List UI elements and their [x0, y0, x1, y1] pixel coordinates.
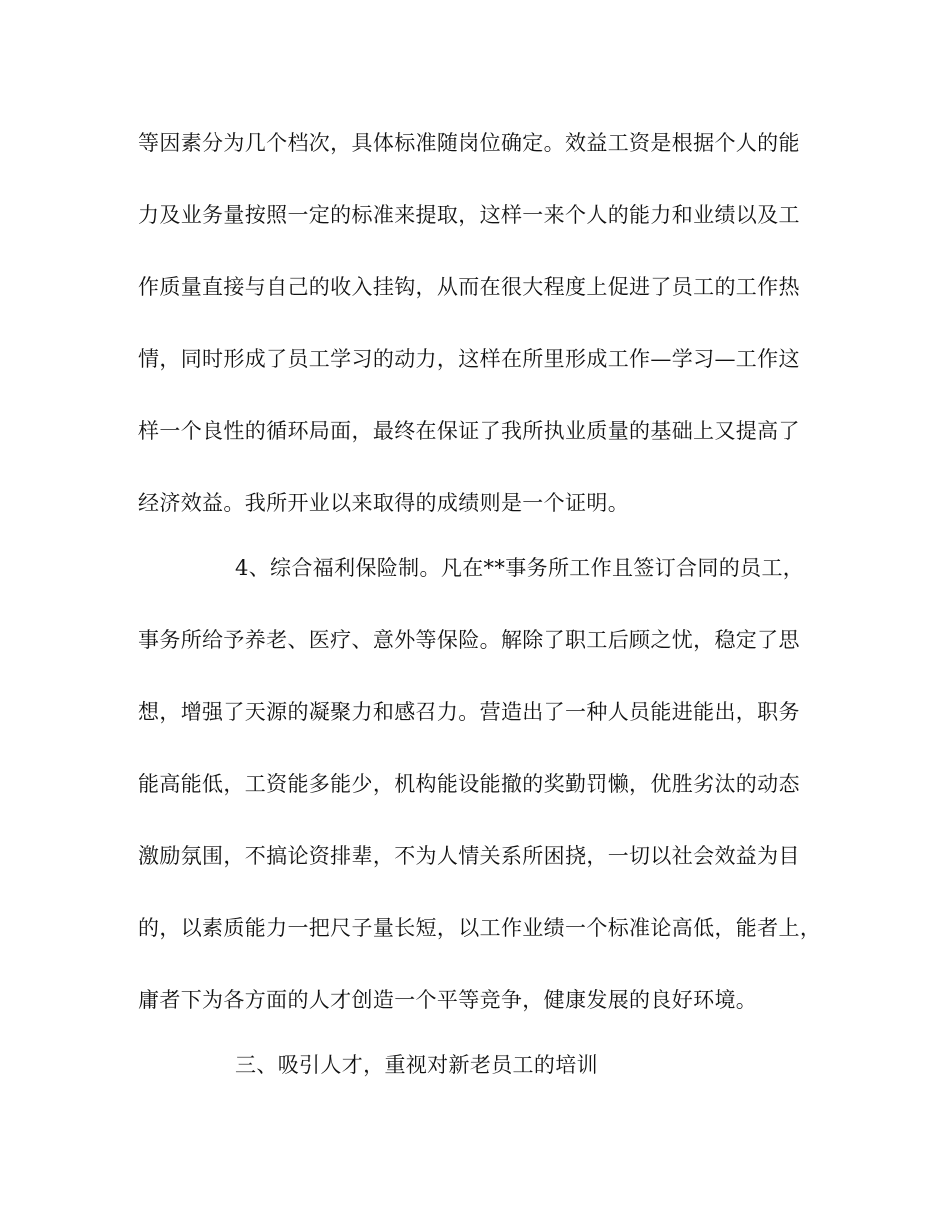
- paragraph-line: 庸者下为各方面的人才创造一个平等竞争，健康发展的良好环境。: [138, 988, 758, 1012]
- paragraph-line: 经济效益。我所开业以来取得的成绩则是一个证明。: [138, 491, 630, 515]
- paragraph-line: 力及业务量按照一定的标准来提取，这样一来个人的能力和业绩以及工: [138, 203, 800, 227]
- paragraph-line: 激励氛围，不搞论资排辈，不为人情关系所困挠，一切以社会效益为目: [138, 844, 800, 868]
- paragraph-line: 事务所给予养老、医疗、意外等保险。解除了职工后顾之忧，稳定了思: [138, 628, 800, 652]
- paragraph-line: 等因素分为几个档次，具体标准随岗位确定。效益工资是根据个人的能: [138, 131, 800, 155]
- section-heading: 三、吸引人才，重视对新老员工的培训: [235, 1053, 598, 1077]
- paragraph-line: 情，同时形成了员工学习的动力，这样在所里形成工作—学习—工作这: [138, 347, 800, 371]
- paragraph-line: 作质量直接与自己的收入挂钩，从而在很大程度上促进了员工的工作热: [138, 275, 800, 299]
- paragraph-line: 能高能低，工资能多能少，机构能设能撤的奖勤罚懒，优胜劣汰的动态: [138, 772, 800, 796]
- paragraph-line: 想，增强了天源的凝聚力和感召力。营造出了一种人员能进能出，职务: [138, 700, 800, 724]
- paragraph-line-indented: 4、综合福利保险制。凡在**事务所工作且签订合同的员工，: [235, 556, 805, 580]
- paragraph-line: 的，以素质能力一把尺子量长短，以工作业绩一个标准论高低，能者上，: [138, 916, 822, 940]
- paragraph-line: 样一个良性的循环局面，最终在保证了我所执业质量的基础上又提高了: [138, 419, 800, 443]
